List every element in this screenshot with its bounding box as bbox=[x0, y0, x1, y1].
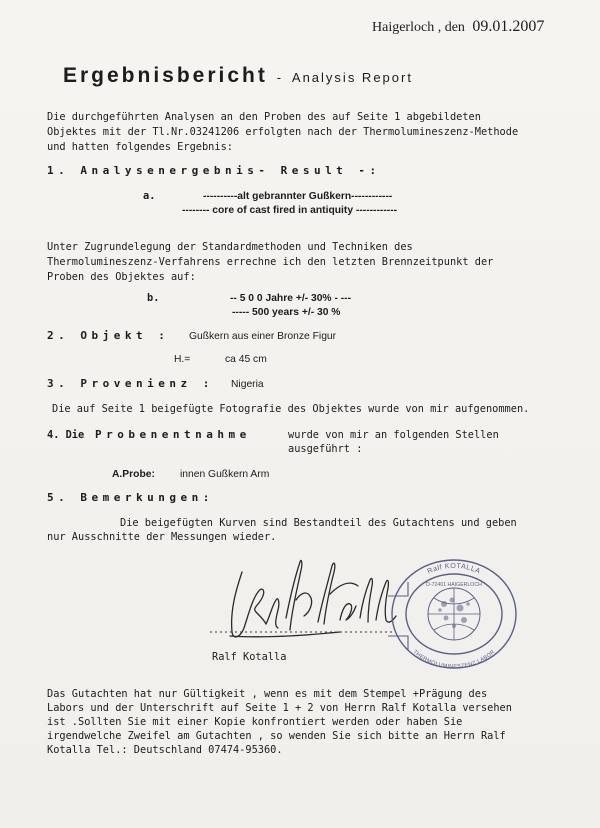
date-line bbox=[372, 18, 544, 36]
title-main: Ergebnisbericht bbox=[63, 64, 268, 87]
sampling-text-1: wurde von mir an folgenden Stellen bbox=[288, 429, 499, 441]
intro-line-2: Objektes mit der Tl.Nr.03241206 erfolgten nach der Thermolumineszenz-Methode bbox=[47, 126, 519, 138]
remarks-line-2: nur Ausschnitte der Messungen wieder. bbox=[47, 531, 277, 543]
handwritten-signature bbox=[200, 540, 400, 650]
footer-line-2: Labors und der Unterschrift auf Seite 1 + 2 von Herrn Ralf Kotalla versehen bbox=[47, 702, 512, 714]
result-a-line-2: -------- core of cast fired in antiquity ------------ bbox=[182, 205, 398, 216]
signer-name: Ralf Kotalla bbox=[212, 651, 287, 663]
result-b-line-1: -- 5 0 0 Jahre +/- 30% - --- bbox=[230, 293, 352, 304]
section1-heading: 1. Analysenergebnis- Result -: bbox=[47, 164, 381, 177]
methods-line-2: Thermolumineszenz-Verfahrens errechne ich den letzten Brennzeitpunkt der bbox=[47, 256, 494, 268]
footer-line-5: Kotalla Tel.: Deutschland 07474-95360. bbox=[47, 744, 283, 756]
result-b-line-2: ----- 500 years +/- 30 % bbox=[232, 307, 341, 318]
report-date: 09.01.2007 bbox=[472, 18, 545, 35]
section4-prefix: 4. Die bbox=[47, 429, 85, 441]
intro-line-1: Die durchgeführten Analysen an den Proben des auf Seite 1 abgebildeten bbox=[47, 111, 481, 123]
photo-note: Die auf Seite 1 beigefügte Fotografie des Objektes wurde von mir aufgenommen. bbox=[52, 403, 530, 415]
methods-line-1: Unter Zugrundelegung der Standardmethoden und Techniken des bbox=[47, 241, 413, 253]
sample-label: A.Probe: bbox=[112, 469, 155, 480]
section3-heading: 3. Provenienz : bbox=[47, 377, 214, 390]
stamp-bottom-text: THERMOLUMINESZENZ LABOR bbox=[411, 649, 497, 671]
sampling-text-2: ausgeführt : bbox=[288, 443, 363, 455]
intro-line-3: und hatten folgendes Ergebnis: bbox=[47, 141, 233, 153]
remarks-line-1: Die beigefügten Kurven sind Bestandteil des Gutachtens und geben bbox=[120, 517, 517, 529]
footer-line-4: irgendwelche Zweifel am Gutachten , so wenden Sie sich bitte an Herrn Ralf bbox=[47, 730, 506, 742]
methods-line-3: Proben des Objektes auf: bbox=[47, 271, 196, 283]
footer-line-3: ist .Sollten Sie mit einer Kopie konfrontiert werden oder haben Sie bbox=[47, 716, 463, 728]
title-sub: Analysis Report bbox=[291, 70, 413, 85]
stamp-city-text: D-72401 HAIGERLOCH bbox=[426, 582, 482, 588]
sample-location: innen Gußkern Arm bbox=[180, 469, 270, 480]
stamp-top-text: Ralf KOTALLA bbox=[425, 560, 483, 576]
section5-heading: 5. Bemerkungen: bbox=[47, 491, 214, 504]
height-label: H.= bbox=[174, 354, 191, 365]
result-b-label: b. bbox=[147, 292, 160, 304]
footer-line-1: Das Gutachten hat nur Gültigkeit , wenn es mit dem Stempel +Prägung des bbox=[47, 688, 488, 700]
result-a-line-1: ----------alt gebrannter Gußkern------------ bbox=[203, 191, 393, 202]
height-value: ca 45 cm bbox=[225, 354, 267, 365]
provenance-value: Nigeria bbox=[231, 379, 264, 390]
object-description: Gußkern aus einer Bronze Figur bbox=[189, 331, 337, 342]
page-title bbox=[63, 64, 413, 88]
title-separator: - bbox=[276, 70, 284, 85]
result-a-label: a. bbox=[143, 190, 156, 202]
laboratory-stamp bbox=[384, 552, 524, 672]
svg-text:THERMOLUMINESZENZ LABOR bbox=[412, 649, 497, 670]
section4-heading: Probenentnahme bbox=[95, 428, 251, 441]
place-label: Haigerloch , den bbox=[372, 20, 465, 35]
section2-heading: 2. Objekt : bbox=[47, 329, 170, 342]
